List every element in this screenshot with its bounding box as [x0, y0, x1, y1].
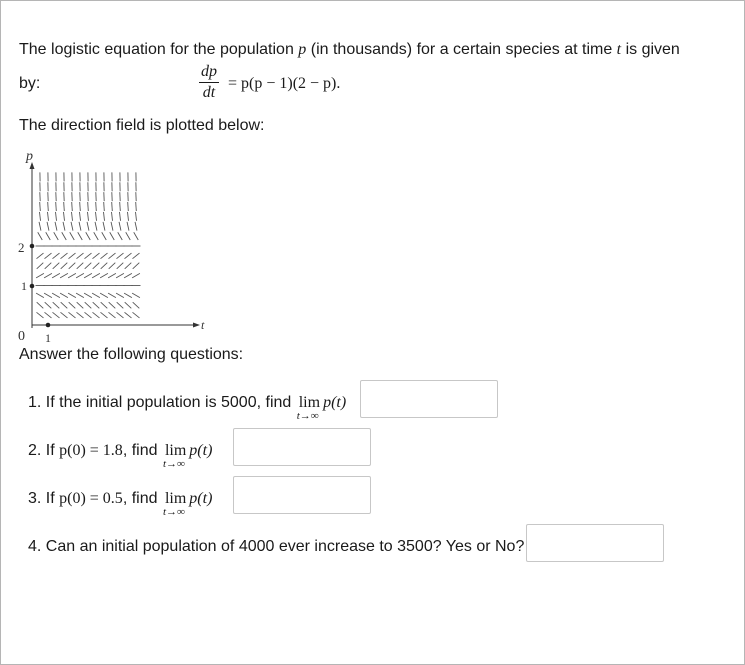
slope-segment — [77, 302, 84, 308]
question-2-limit — [162, 442, 187, 470]
slope-segment — [118, 232, 123, 240]
direction-field-intro: The direction field is plotted below: — [19, 117, 265, 134]
question-2-find: , find — [122, 442, 162, 459]
slope-segment — [100, 273, 108, 278]
slope-segment — [108, 273, 116, 278]
lim-subscript: t→∞ — [162, 506, 185, 518]
slope-segment — [86, 232, 91, 240]
question-1-function: p(t) — [323, 394, 347, 411]
question-1-limit — [296, 394, 321, 422]
slope-segment — [61, 263, 68, 269]
slope-segment — [80, 202, 81, 211]
answer-input-1[interactable] — [360, 380, 498, 418]
lim-subscript: t→∞ — [162, 458, 185, 470]
slope-segment — [77, 253, 84, 259]
slope-segment — [60, 293, 68, 298]
question-3-limit — [162, 490, 187, 518]
question-2 — [28, 442, 213, 470]
intro-text-b: (in thousands) for a certain species at time — [306, 41, 617, 58]
question-3-text: 3. If — [28, 490, 60, 507]
equation-numerator: dp — [201, 63, 217, 80]
slope-segment — [64, 212, 65, 221]
slope-segment — [46, 232, 51, 240]
slope-segment — [119, 222, 121, 231]
question-2-function: p(t) — [189, 442, 213, 459]
slope-segment — [125, 312, 132, 318]
slope-segment — [133, 302, 140, 308]
slope-segment — [133, 312, 140, 318]
lim-subscript: t→∞ — [296, 410, 319, 422]
slope-segment — [69, 312, 76, 318]
slope-segment — [85, 253, 92, 259]
slope-segment — [37, 263, 44, 269]
slope-segment — [36, 273, 44, 278]
slope-segment — [124, 273, 132, 278]
question-3-function: p(t) — [189, 490, 213, 507]
t-axis-arrow — [193, 323, 200, 328]
slope-segment — [38, 232, 43, 240]
slope-segment — [117, 263, 124, 269]
intro-var-p: p — [298, 41, 307, 58]
slope-segment — [110, 232, 115, 240]
equilibrium-point-1 — [30, 284, 35, 289]
slope-segment — [53, 253, 60, 259]
slope-segment — [93, 312, 100, 318]
slope-segment — [56, 202, 57, 211]
slope-segment — [117, 312, 124, 318]
slope-segment — [116, 293, 124, 298]
slope-segment — [93, 302, 100, 308]
slope-segment — [134, 232, 139, 240]
slope-segment — [88, 212, 89, 221]
question-1-text: 1. If the initial population is 5000, find — [28, 394, 296, 411]
equilibrium-point-2 — [30, 244, 35, 249]
slope-segment — [45, 302, 52, 308]
slope-segment — [92, 293, 100, 298]
answer-input-4[interactable] — [526, 524, 664, 562]
equation-rhs: = p(p − 1)(2 − p). — [228, 75, 341, 92]
slope-segment — [72, 202, 73, 211]
slope-segment — [77, 312, 84, 318]
slope-segment — [96, 202, 97, 211]
slope-segment — [69, 302, 76, 308]
question-2-condition: p(0) = 1.8 — [59, 442, 123, 459]
slope-segment — [120, 212, 121, 221]
slope-segment — [93, 263, 100, 269]
slope-segment — [52, 273, 60, 278]
slope-segment — [45, 253, 52, 259]
slope-segment — [79, 222, 81, 231]
slope-segment — [136, 212, 137, 221]
slope-segment — [48, 202, 49, 211]
slope-segment — [101, 302, 108, 308]
lim-word: lim — [164, 490, 187, 507]
slope-segment — [70, 232, 75, 240]
t-tick-point — [46, 323, 51, 328]
slope-segment — [85, 263, 92, 269]
slope-segment — [128, 212, 129, 221]
slope-segment — [62, 232, 67, 240]
slope-segment — [125, 263, 132, 269]
slope-segment — [124, 293, 132, 298]
slope-segment — [102, 232, 107, 240]
slope-segment — [54, 232, 59, 240]
slope-segment — [39, 222, 41, 231]
slope-segment — [112, 212, 113, 221]
slope-segment — [48, 212, 49, 221]
slope-segment — [93, 253, 100, 259]
slope-segment — [68, 273, 76, 278]
slope-segment — [47, 222, 49, 231]
slope-segment — [84, 273, 92, 278]
slope-segment — [84, 293, 92, 298]
slope-segment — [56, 212, 57, 221]
slope-segment — [120, 202, 121, 211]
slope-segment — [69, 253, 76, 259]
slope-segment — [104, 202, 105, 211]
slope-segment — [111, 222, 113, 231]
slope-segment — [64, 202, 65, 211]
slope-segment — [53, 312, 60, 318]
slope-segment — [63, 222, 65, 231]
slope-segment — [61, 253, 68, 259]
slope-segment — [78, 232, 83, 240]
slope-segment — [125, 253, 132, 259]
slope-segment — [44, 293, 52, 298]
slope-segment — [127, 222, 129, 231]
slope-segment — [101, 253, 108, 259]
slope-segment — [53, 302, 60, 308]
slope-segment — [128, 202, 129, 211]
lim-word: lim — [164, 442, 187, 459]
slope-segment — [95, 222, 97, 231]
slope-segment — [101, 312, 108, 318]
slope-segment — [37, 253, 44, 259]
slope-segment — [37, 312, 44, 318]
slope-segment — [96, 212, 97, 221]
slope-segment — [40, 202, 41, 211]
slope-segment — [117, 253, 124, 259]
slope-segment — [109, 312, 116, 318]
slope-segment — [126, 232, 131, 240]
slope-segment — [55, 222, 57, 231]
p-axis-label: p — [26, 149, 33, 164]
slope-segment — [36, 293, 44, 298]
slope-segment — [125, 302, 132, 308]
slope-segment — [37, 302, 44, 308]
answer-input-2[interactable] — [233, 428, 371, 466]
t-axis-label: t — [201, 318, 205, 332]
slope-segment — [88, 202, 89, 211]
slope-segment — [53, 263, 60, 269]
p-tick-label-1: 1 — [21, 279, 27, 293]
slope-segment — [44, 273, 52, 278]
slope-segment — [133, 253, 140, 259]
slope-segment — [61, 302, 68, 308]
slope-segment — [40, 212, 41, 221]
slope-segment — [104, 212, 105, 221]
slope-segment — [94, 232, 99, 240]
slope-segment — [136, 202, 137, 211]
slope-segment — [132, 273, 140, 278]
question-2-text: 2. If — [28, 442, 60, 459]
slope-segment — [60, 273, 68, 278]
slope-segment — [135, 222, 137, 231]
slope-segment — [45, 312, 52, 318]
slope-segment — [117, 302, 124, 308]
slope-segment — [69, 263, 76, 269]
slope-segment — [109, 253, 116, 259]
slope-field — [36, 172, 141, 318]
question-3-condition: p(0) = 0.5 — [59, 490, 123, 507]
origin-label: 0 — [18, 329, 25, 344]
slope-segment — [76, 273, 84, 278]
intro-text-a: The logistic equation for the population — [19, 41, 299, 58]
slope-segment — [101, 263, 108, 269]
intro-var-t: t — [616, 41, 622, 58]
slope-segment — [85, 312, 92, 318]
p-tick-label-2: 2 — [18, 240, 25, 255]
intro-text-c: is given — [621, 41, 680, 58]
slope-segment — [109, 302, 116, 308]
slope-segment — [77, 263, 84, 269]
slope-segment — [52, 293, 60, 298]
slope-segment — [112, 202, 113, 211]
slope-segment — [80, 212, 81, 221]
question-3 — [28, 490, 213, 518]
answer-input-3[interactable] — [233, 476, 371, 514]
slope-segment — [72, 212, 73, 221]
slope-segment — [76, 293, 84, 298]
slope-segment — [103, 222, 105, 231]
slope-segment — [87, 222, 89, 231]
slope-segment — [85, 302, 92, 308]
slope-segment — [68, 293, 76, 298]
slope-segment — [109, 263, 116, 269]
t-tick-label: 1 — [45, 331, 51, 345]
question-1 — [28, 394, 347, 422]
slope-segment — [71, 222, 73, 231]
slope-segment — [116, 273, 124, 278]
slope-segment — [61, 312, 68, 318]
slope-segment — [132, 293, 140, 298]
slope-segment — [100, 293, 108, 298]
slope-segment — [45, 263, 52, 269]
slope-segment — [92, 273, 100, 278]
slope-segment — [108, 293, 116, 298]
slope-segment — [133, 263, 140, 269]
question-4: 4. Can an initial population of 4000 ever increase to 3500? Yes or No? — [28, 538, 525, 555]
equation-denominator: dt — [202, 84, 216, 101]
lim-word: lim — [298, 394, 321, 411]
intro-line-2: by: — [19, 75, 41, 92]
answer-intro: Answer the following questions: — [19, 346, 244, 363]
question-3-find: , find — [122, 490, 162, 507]
